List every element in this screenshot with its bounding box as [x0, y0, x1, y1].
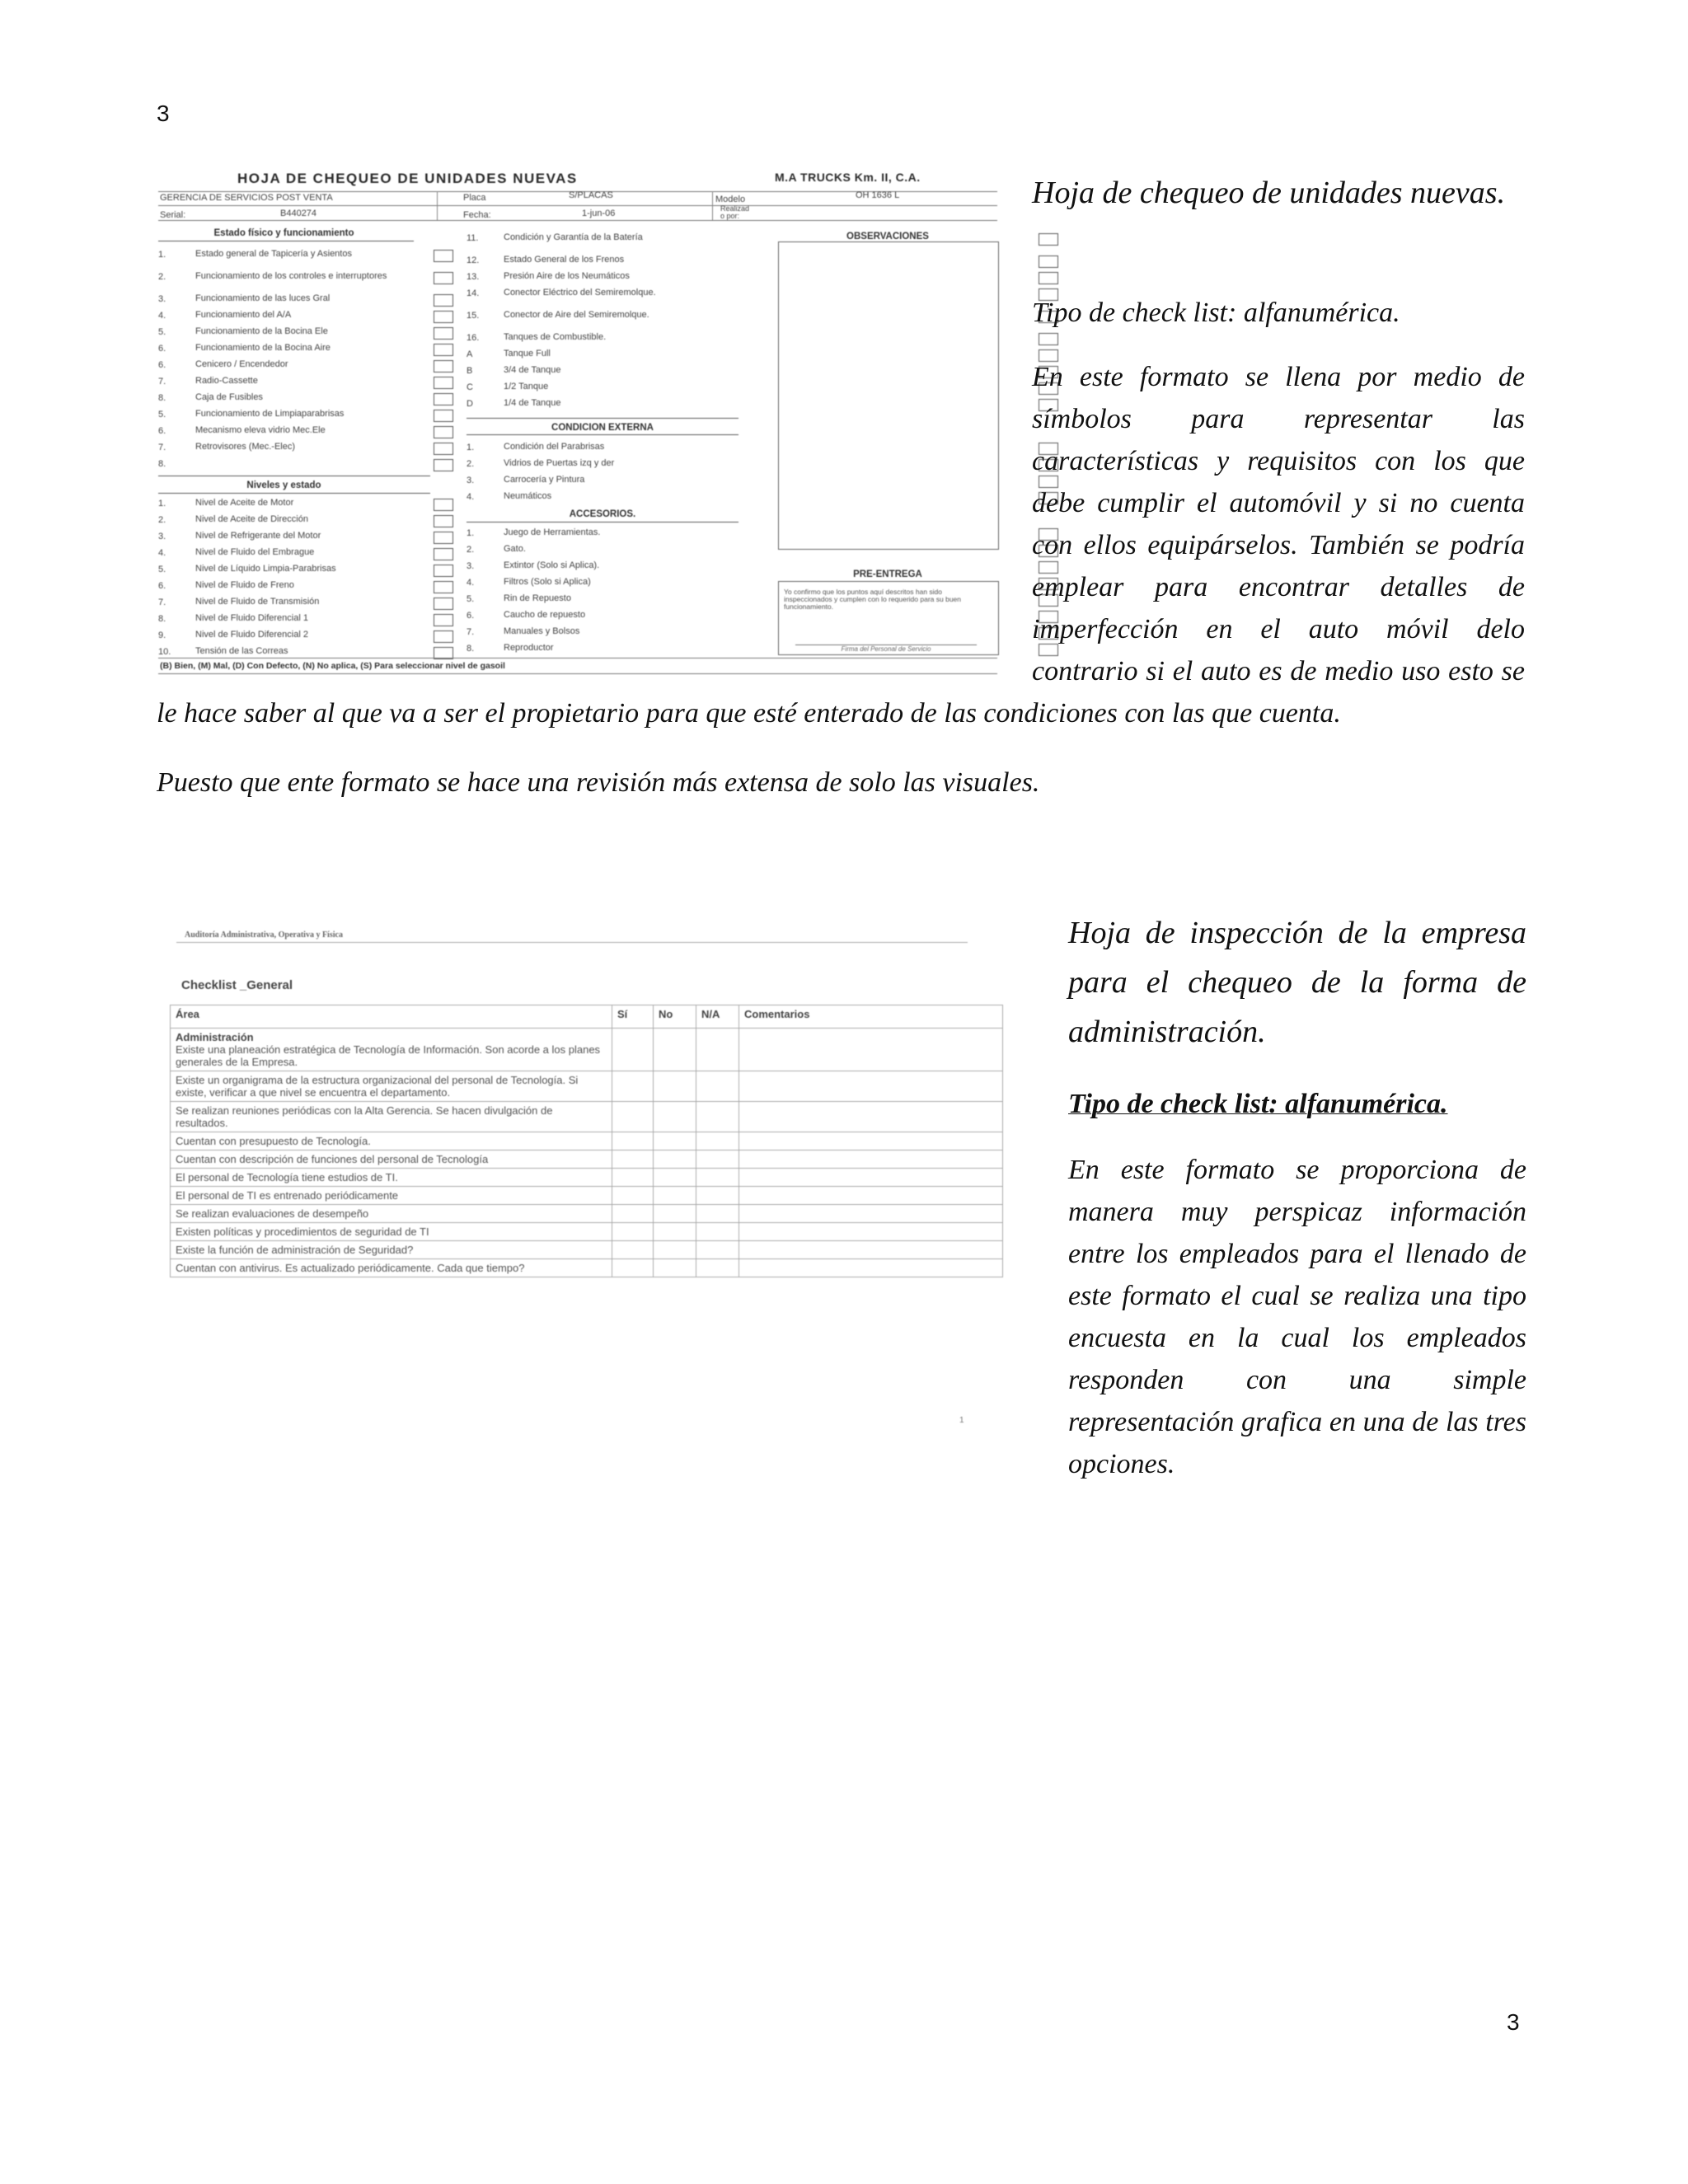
comment-cell	[739, 1205, 1003, 1223]
item-number: 7.	[158, 443, 166, 452]
check-box	[434, 377, 453, 389]
table-row	[171, 1132, 1003, 1151]
table-row	[171, 1205, 1003, 1223]
question-text: Cuentan con descripción de funciones del personal de Tecnología	[176, 1153, 489, 1165]
item-label: Nivel de Fluido Diferencial 2	[195, 630, 308, 640]
item-number: 1.	[158, 250, 166, 260]
item-label: Nivel de Fluido de Freno	[195, 580, 294, 590]
pre-entrega-box	[778, 581, 999, 655]
checklist-item	[158, 515, 455, 532]
item-label: Funcionamiento de las luces Gral	[195, 293, 331, 303]
item-number: 16.	[467, 333, 480, 343]
section2-title: Hoja de inspección de la empresa para el chequeo de la forma de administración.	[1068, 916, 1526, 1049]
comment-cell	[739, 1259, 1003, 1277]
item-label: Nivel de Fluido Diferencial 1	[195, 613, 308, 623]
vehicle-checklist-image	[158, 169, 997, 676]
item-number: 13.	[467, 272, 480, 282]
na-cell	[696, 1205, 739, 1223]
question-text: Se realizan evaluaciones de desempeño	[176, 1207, 369, 1220]
table-row	[171, 1151, 1003, 1169]
item-label: Neumáticos	[504, 491, 552, 501]
question-text: El personal de TI es entrenado periódicamente	[176, 1189, 399, 1202]
col-si: Sí	[612, 1005, 654, 1029]
checklist-item	[158, 499, 455, 515]
si-cell	[612, 1223, 654, 1241]
item-number: 1.	[467, 443, 475, 452]
section2-type: Tipo de check list: alfanumérica.	[1068, 1089, 1448, 1119]
no-cell	[654, 1102, 696, 1132]
item-label: Carrocería y Pintura	[504, 475, 585, 485]
checklist-item	[158, 393, 455, 410]
area-cell	[171, 1241, 612, 1259]
item-number: 2.	[467, 545, 475, 555]
pre-entrega-text: Yo confirmo que los puntos aquí descritos han sido inspeccionados y cumplen con lo requerido para su buen funcionamiento.	[784, 588, 961, 611]
area-cell	[171, 1205, 612, 1223]
na-cell	[696, 1259, 739, 1277]
item-label: Nivel de Refrigerante del Motor	[195, 531, 321, 541]
col-no: No	[654, 1005, 696, 1029]
checklist-item	[158, 294, 455, 311]
area-cell	[171, 1259, 612, 1277]
item-label: 1/4 de Tanque	[504, 398, 561, 408]
form2-header: Auditoría Administrativa, Operativa y Física	[185, 930, 343, 940]
comment-cell	[739, 1029, 1003, 1071]
check-box	[434, 499, 453, 511]
item-label: Funcionamiento de la Bocina Aire	[195, 343, 331, 353]
no-cell	[654, 1205, 696, 1223]
item-label: Rin de Repuesto	[504, 593, 571, 603]
item-number: 3.	[467, 476, 475, 485]
checklist-item	[158, 377, 455, 393]
observations-box	[778, 241, 999, 550]
item-label: Filtros (Solo si Aplica)	[504, 577, 591, 587]
check-box	[434, 581, 453, 593]
item-label: Reproductor	[504, 643, 554, 653]
item-label: Funcionamiento de la Bocina Ele	[195, 326, 328, 336]
table-row	[171, 1169, 1003, 1187]
na-cell	[696, 1071, 739, 1102]
form1-col1-heading: Estado físico y funcionamiento	[213, 228, 354, 238]
item-number: 2.	[467, 459, 475, 469]
si-cell	[612, 1071, 654, 1102]
form1-obs-heading: OBSERVACIONES	[846, 232, 929, 241]
checklist-item	[158, 614, 455, 630]
checklist-item	[158, 630, 455, 647]
item-number: 15.	[467, 311, 480, 321]
item-number: 4.	[158, 548, 166, 558]
item-label: Estado general de Tapicería y Asientos	[195, 249, 352, 259]
no-cell	[654, 1241, 696, 1259]
area-cell	[171, 1223, 612, 1241]
table-row	[171, 1029, 1003, 1071]
form1-col2-heading2: ACCESORIOS.	[569, 509, 636, 519]
page-number-bottom: 3	[1507, 2009, 1520, 2035]
no-cell	[654, 1151, 696, 1169]
form1-company: M.A TRUCKS Km. II, C.A.	[775, 171, 921, 184]
item-number: 5.	[158, 565, 166, 574]
item-label: Gato.	[504, 544, 526, 554]
check-box	[434, 360, 453, 373]
table-row	[171, 1259, 1003, 1277]
item-label: Estado General de los Frenos	[504, 255, 625, 265]
checklist-item	[158, 250, 455, 266]
si-cell	[612, 1151, 654, 1169]
comment-cell	[739, 1102, 1003, 1132]
comment-cell	[739, 1169, 1003, 1187]
area-cell	[171, 1169, 612, 1187]
admin-checklist-table	[170, 1005, 1003, 1277]
si-cell	[612, 1169, 654, 1187]
area-cell	[171, 1187, 612, 1205]
checklist-item	[158, 581, 455, 598]
check-box	[434, 532, 453, 544]
item-label: Nivel de Fluido del Embrague	[195, 547, 315, 557]
table-header-row	[171, 1005, 1003, 1029]
table-row	[171, 1223, 1003, 1241]
item-number: A	[467, 349, 473, 359]
page-number-top: 3	[157, 101, 170, 126]
area-cell	[171, 1151, 612, 1169]
item-label: Nivel de Fluido de Transmisión	[195, 597, 320, 607]
item-number: 7.	[158, 377, 166, 387]
checklist-item	[158, 443, 455, 459]
item-number: 11.	[467, 233, 479, 243]
admin-checklist-image	[170, 927, 1006, 1455]
check-box	[434, 515, 453, 527]
na-cell	[696, 1029, 739, 1071]
area-cell	[171, 1102, 612, 1132]
si-cell	[612, 1259, 654, 1277]
comment-cell	[739, 1151, 1003, 1169]
form1-fecha-label: Fecha:	[463, 210, 491, 220]
item-label: Funcionamiento de Limpiaparabrisas	[195, 409, 345, 419]
item-number: 8.	[467, 644, 475, 654]
item-number: 6.	[158, 426, 166, 436]
comment-cell	[739, 1071, 1003, 1102]
question-text: Existen políticas y procedimientos de seguridad de TI	[176, 1226, 429, 1238]
check-box	[434, 426, 453, 438]
item-label: Caja de Fusibles	[195, 392, 263, 402]
form1-placa-label: Placa	[463, 193, 486, 203]
check-box	[434, 311, 453, 323]
item-number: 12.	[467, 255, 480, 265]
na-cell	[696, 1151, 739, 1169]
na-cell	[696, 1169, 739, 1187]
form1-title: HOJA DE CHEQUEO DE UNIDADES NUEVAS	[237, 171, 578, 186]
form1-modelo-label: Modelo	[715, 194, 746, 204]
item-label: Condición y Garantía de la Batería	[504, 232, 643, 242]
item-label: Manuales y Bolsos	[504, 626, 580, 636]
item-label: Vidrios de Puertas izq y der	[504, 458, 615, 468]
table-row	[171, 1187, 1003, 1205]
signature-line: Firma del Personal de Servicio	[795, 644, 977, 653]
table-row	[171, 1102, 1003, 1132]
check-box	[434, 459, 453, 471]
question-text: Existe la función de administración de Seguridad?	[176, 1244, 414, 1256]
checklist-item	[158, 327, 455, 344]
check-box	[434, 598, 453, 610]
si-cell	[612, 1102, 654, 1132]
item-number: 5.	[158, 410, 166, 419]
item-label: Funcionamiento del A/A	[195, 310, 292, 320]
form1-col2-heading: CONDICION EXTERNA	[551, 423, 654, 433]
na-cell	[696, 1132, 739, 1151]
item-number: 6.	[158, 344, 166, 354]
no-cell	[654, 1223, 696, 1241]
check-box	[1039, 333, 1058, 345]
si-cell	[612, 1029, 654, 1071]
check-box	[434, 548, 453, 560]
checklist-item	[158, 532, 455, 548]
check-box	[434, 565, 453, 577]
no-cell	[654, 1187, 696, 1205]
form1-placa-value: S/PLACAS	[569, 190, 613, 200]
item-label: Nivel de Aceite de Motor	[195, 498, 294, 508]
checklist-item	[158, 410, 455, 426]
table-row	[171, 1071, 1003, 1102]
form1-pre-heading: PRE-ENTREGA	[853, 569, 922, 579]
item-number: 3.	[467, 561, 475, 571]
item-label: Condición del Parabrisas	[504, 442, 605, 452]
checklist-item	[158, 311, 455, 327]
checklist-item	[158, 548, 455, 565]
comment-cell	[739, 1187, 1003, 1205]
item-number: 4.	[158, 311, 166, 321]
item-number: 5.	[158, 327, 166, 337]
item-number: 4.	[467, 492, 475, 502]
item-label: Mecanismo eleva vidrio Mec.Ele	[195, 425, 326, 435]
check-box	[434, 630, 453, 643]
form1-legend: (B) Bien, (M) Mal, (D) Con Defecto, (N) No aplica, (S) Para seleccionar nivel de gasoil	[160, 661, 505, 671]
item-label: Conector de Aire del Semiremolque.	[504, 310, 649, 320]
na-cell	[696, 1102, 739, 1132]
col-comentarios: Comentarios	[739, 1005, 1003, 1029]
check-box	[1039, 233, 1058, 246]
form1-col1-heading2: Niveles y estado	[246, 480, 321, 490]
item-label: Nivel de Líquido Limpia-Parabrisas	[195, 564, 336, 574]
question-text: El personal de Tecnología tiene estudios de TI.	[176, 1171, 398, 1183]
area-cell	[171, 1132, 612, 1151]
item-label: 1/2 Tanque	[504, 382, 549, 391]
no-cell	[654, 1029, 696, 1071]
item-number: 1.	[158, 499, 166, 509]
check-box	[434, 344, 453, 356]
item-number: 8.	[158, 614, 166, 624]
item-number: 2.	[158, 515, 166, 525]
form1-serial-value: B440274	[280, 209, 317, 218]
check-box	[434, 393, 453, 405]
item-number: 3.	[158, 532, 166, 541]
area-cell	[171, 1029, 612, 1071]
form1-serial-label: Serial:	[160, 210, 186, 220]
section1-description-cont: le hace saber al que va a ser el propietario para que esté enterado de las condiciones con las que cuenta.	[157, 698, 1341, 729]
col-na: N/A	[696, 1005, 739, 1029]
item-label: Conector Eléctrico del Semiremolque.	[504, 288, 656, 298]
item-number: 8.	[158, 393, 166, 403]
section1-type: Tipo de check list: alfanumérica.	[1032, 298, 1400, 328]
question-text: Se realizan reuniones periódicas con la Alta Gerencia. Se hacen divulgación de resultados.	[176, 1104, 553, 1129]
checklist-item	[158, 598, 455, 614]
item-label: Tensión de las Correas	[195, 646, 288, 656]
item-number: 6.	[158, 360, 166, 370]
item-number: 7.	[158, 598, 166, 607]
item-label: Caucho de repuesto	[504, 610, 586, 620]
form1-realizado-label: Realizad o por:	[720, 204, 750, 220]
section1-title: Hoja de chequeo de unidades nuevas.	[1032, 176, 1506, 210]
no-cell	[654, 1071, 696, 1102]
si-cell	[612, 1241, 654, 1259]
item-label: Nivel de Aceite de Dirección	[195, 514, 308, 524]
check-box	[1039, 255, 1058, 268]
item-label: Juego de Herramientas.	[504, 527, 601, 537]
checklist-item	[158, 360, 455, 377]
na-cell	[696, 1241, 739, 1259]
checklist-item	[158, 565, 455, 581]
item-number: 6.	[467, 611, 475, 621]
check-box	[434, 327, 453, 340]
category-label: Administración	[176, 1031, 254, 1043]
item-label: 3/4 de Tanque	[504, 365, 561, 375]
check-box	[434, 272, 453, 284]
check-box	[434, 410, 453, 422]
item-label: Extintor (Solo si Aplica).	[504, 560, 600, 570]
table-row	[171, 1241, 1003, 1259]
item-label: Presión Aire de los Neumáticos	[504, 271, 630, 281]
item-number: 4.	[467, 578, 475, 588]
item-label: Radio-Cassette	[195, 376, 258, 386]
item-number: 3.	[158, 294, 166, 304]
question-text: Existe una planeación estratégica de Tecnología de Información. Son acorde a los planes generales de la Empresa.	[176, 1043, 601, 1068]
no-cell	[654, 1259, 696, 1277]
si-cell	[612, 1132, 654, 1151]
comment-cell	[739, 1132, 1003, 1151]
si-cell	[612, 1205, 654, 1223]
check-box	[434, 443, 453, 455]
item-label: Tanques de Combustible.	[504, 332, 607, 342]
item-label: Tanque Full	[504, 349, 551, 359]
checklist-item	[158, 344, 455, 360]
item-number: C	[467, 382, 473, 392]
check-box	[434, 250, 453, 262]
no-cell	[654, 1169, 696, 1187]
question-text: Cuentan con antivirus. Es actualizado periódicamente. Cada que tiempo?	[176, 1262, 525, 1274]
question-text: Cuentan con presupuesto de Tecnología.	[176, 1135, 371, 1147]
question-text: Existe un organigrama de la estructura organizacional del personal de Tecnología. Si existe, verificar a que nivel se encuentra el departamento.	[176, 1074, 579, 1099]
item-number: 14.	[467, 288, 480, 298]
item-number: 9.	[158, 630, 166, 640]
form2-title: Checklist _General	[181, 978, 293, 992]
item-label: Cenicero / Encendedor	[195, 359, 288, 369]
na-cell	[696, 1223, 739, 1241]
si-cell	[612, 1187, 654, 1205]
item-number: 1.	[467, 528, 475, 538]
na-cell	[696, 1187, 739, 1205]
item-number: 10.	[158, 647, 171, 657]
check-box	[434, 614, 453, 626]
no-cell	[654, 1132, 696, 1151]
item-label: Retrovisores (Mec.-Elec)	[195, 442, 296, 452]
item-number: 7.	[467, 627, 475, 637]
item-number: 5.	[467, 594, 475, 604]
section2-description: En este formato se proporciona de manera muy perspicaz información entre los empleados para el llenado de este formato el cual se realiza una tipo encuesta en la cual los empleados responden con una simple representación grafica en una de las tres opciones.	[1068, 1155, 1526, 1479]
item-number: B	[467, 366, 473, 376]
checklist-item	[158, 459, 455, 476]
comment-cell	[739, 1223, 1003, 1241]
check-box	[434, 294, 453, 307]
col-area: Área	[171, 1005, 612, 1029]
item-label: Funcionamiento de los controles e interruptores	[195, 271, 387, 281]
section1-description: En este formato se llena por medio de símbolos para representar las características y requisitos con los que debe cumplir el automóvil y si no cuenta con ellos equipárselos. También se podría emplear para encontrar detalles de imperfección en el auto móvil delo contrario si el auto es de medio uso esto se	[1032, 362, 1525, 687]
item-number: 2.	[158, 272, 166, 282]
check-box	[1039, 272, 1058, 284]
comment-cell	[739, 1241, 1003, 1259]
checklist-item	[158, 426, 455, 443]
section1-note: Puesto que ente formato se hace una revisión más extensa de solo las visuales.	[157, 767, 1040, 798]
item-number: 6.	[158, 581, 166, 591]
item-number: 8.	[158, 459, 166, 469]
form2-page-mark: 1	[959, 1416, 964, 1425]
form1-modelo-value: OH 1636 L	[856, 190, 900, 200]
area-cell	[171, 1071, 612, 1102]
item-number: D	[467, 399, 473, 409]
form1-fecha-value: 1-jun-06	[582, 209, 616, 218]
form1-gerencia: GERENCIA DE SERVICIOS POST VENTA	[160, 193, 333, 203]
checklist-item	[158, 272, 455, 288]
